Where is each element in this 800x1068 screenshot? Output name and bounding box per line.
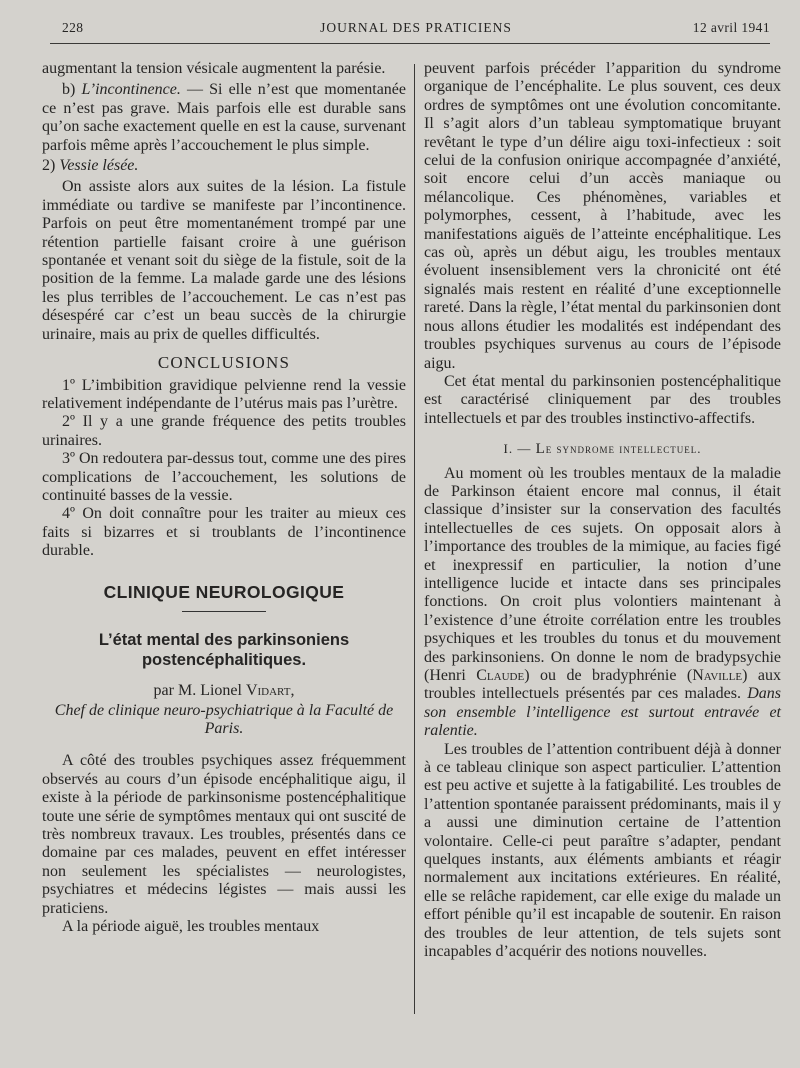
cited-name: Naville xyxy=(692,667,743,684)
paragraph xyxy=(424,465,781,741)
column-rule xyxy=(414,64,415,1014)
item-label: 2) xyxy=(42,157,56,175)
subsection-initial: L xyxy=(535,441,546,458)
item-label: b) xyxy=(62,81,76,99)
emphasis-text: Dans son ensemble l’intelligence est surtout entravée et ralentie. xyxy=(424,685,781,740)
page-number: 228 xyxy=(62,20,84,35)
paragraph: peuvent parfois précéder l’apparition du syndrome organique de l’encéphalite. Le plus souvent, ces deux ordres de symptômes ont une évolution concomitante. Il s’agit alors d’un tableau symptomatique bruyant revêtant le type d’un délire aigu toxi-infectieux : soit celui de la confusion onirique accompagnée d’anxiété, soit encore celui d’un accès maniaque ou mélancolique. Ces phénomènes, variables et polymorphes, cessent, à l’habitude, avec les manifestations aiguës de l’atteinte encéphalitique. Les cas où, après un début aigu, les troubles mentaux évoluent insensiblement vers la chronicité ont été signalés mais restent en réalité d’une exceptionnelle rareté. Dans la règle, l’état mental du parkinsonien dont nous allons étudier les modalités est indépendant des troubles psychiques survenus au cours de l’épisode aigu. xyxy=(424,60,781,372)
paragraph: Cet état mental du parkinsonien postencéphalitique est caractérisé cliniquement par des troubles intellectuels et par des troubles instinctivo-affectifs. xyxy=(424,372,781,427)
article-title: L’état mental des parkinsoniens postencéphalitiques. xyxy=(98,630,350,669)
paragraph-text: — Si elle n’est que momentanée ce n’est pas grave. Mais parfois elle est durable sans qu’on sache exactement quelle en est la cause, survenant parfois même après l’accouchement le plus simple. xyxy=(42,81,407,154)
paragraph-text: ) ou de bradyphrénie ( xyxy=(524,667,693,684)
author-name: Vidart, xyxy=(245,681,295,699)
left-column xyxy=(42,60,406,936)
paragraph: A la période aiguë, les troubles mentaux xyxy=(62,918,320,936)
section-heading: CLINIQUE NEUROLOGIQUE xyxy=(103,581,345,602)
paragraph: A côté des troubles psychiques assez fréquemment observés au cours d’un épisode encéphalitique aigu, il existe à la période de parkinsonisme postencéphalitique toute une série de symptômes mentaux qui ont suscité de très nombreux travaux. Les troubles, présentés dans ce domaine par ces malades, peuvent en effet intéresser non seulement les spécialistes — neurologistes, psychiatres et médecins légistes — mais aussi les praticiens. xyxy=(42,752,406,917)
conclusion-item: 3º On redoutera par-dessus tout, comme une des pires complications de l’accouchement, les solutions de continuité basses de la vessie. xyxy=(42,450,406,504)
subheading: Vessie lésée. xyxy=(59,157,139,175)
paragraph: On assiste alors aux suites de la lésion. La fistule immédiate ou tardive se manifeste par l’incontinence. Parfois on peut être momentanément trompé par une rétention partielle faisant croire à une guérison spontanée et venant soit du siège de la fistule, soit de la position de la femme. La malade garde une des lésions les plus terribles de l’accouchement. Le cas n’est pas désespéré car c’est un beau succès de la chirurgie urinaire, mais au prix de quelles difficultés. xyxy=(42,178,406,343)
conclusions-heading: CONCLUSIONS xyxy=(157,353,291,373)
subsection-number: I. — xyxy=(503,441,536,457)
subsection-heading xyxy=(424,440,781,458)
right-column xyxy=(424,60,781,962)
author-affiliation: Chef de clinique neuro-psychiatrique à la Faculté de Paris. xyxy=(54,702,394,738)
conclusion-item: 2º Il y a une grande fréquence des petits troubles urinaires. xyxy=(42,413,406,449)
paragraph-incontinence xyxy=(42,81,406,155)
subheading: L’incontinence. xyxy=(81,81,181,99)
paragraph: augmentant la tension vésicale augmentent la parésie. xyxy=(42,60,386,77)
paragraph-text: ) aux troubles intellectuels présentés par ces malades. xyxy=(424,667,781,703)
journal-title: JOURNAL DES PRATICIENS xyxy=(320,20,512,35)
byline xyxy=(42,682,406,700)
paragraph-text: Au moment où les troubles mentaux de la maladie de Parkinson étaient encore mal connus, il était classique d’insister sur la conservation des facultés intellectuelles de ces sujets. On opposait alors à l’importance des troubles de la mimique, au facies figé et inexpressif en particulier, la notion d’une intelligence lucide et intacte dans ses principales fonctions. On croit plus volontiers maintenant à l’existence d’une étroite corrélation entre les troubles psychiques et les troubles du tonus et du mouvement des parkinsoniens. On donne le nom de bradypsychie (Henri xyxy=(424,464,781,684)
cited-name: Claude xyxy=(476,667,525,684)
running-header xyxy=(62,20,770,40)
issue-date: 12 avril 1941 xyxy=(692,20,770,35)
byline-prefix: par M. Lionel xyxy=(153,681,246,699)
conclusion-item: 1º L’imbibition gravidique pelvienne rend la vessie relativement indépendante de l’utérus mais pas l’urètre. xyxy=(42,376,406,412)
subsection-title: e syndrome intellectuel. xyxy=(545,441,702,457)
paragraph: Les troubles de l’attention contribuent déjà à donner à ce tableau clinique son aspect particulier. L’attention est peu active et sujette à la fatigabilité. Les troubles de l’attention spontanée paraissent prédominants, mais il y a aussi une diminution certaine de l’attention volontaire. Celle-ci peut paraître s’adapter, pendant quelques instants, aux éléments ambiants et réagir normalement aux incitations extérieures. En réalité, elle se relâche rapidement, car elle exige du malade un effort pénible qu’il est incapable de soutenir. En raison des troubles de leur attention, de tels sujets sont incapables d’acquérir des notions nouvelles. xyxy=(424,740,781,961)
conclusion-item: 4º On doit connaître pour les traiter au mieux ces faits si bizarres et si troublants de l’incontinence durable. xyxy=(42,505,406,560)
subheading-vessie xyxy=(42,157,406,175)
header-rule xyxy=(50,43,770,44)
divider xyxy=(182,611,266,612)
